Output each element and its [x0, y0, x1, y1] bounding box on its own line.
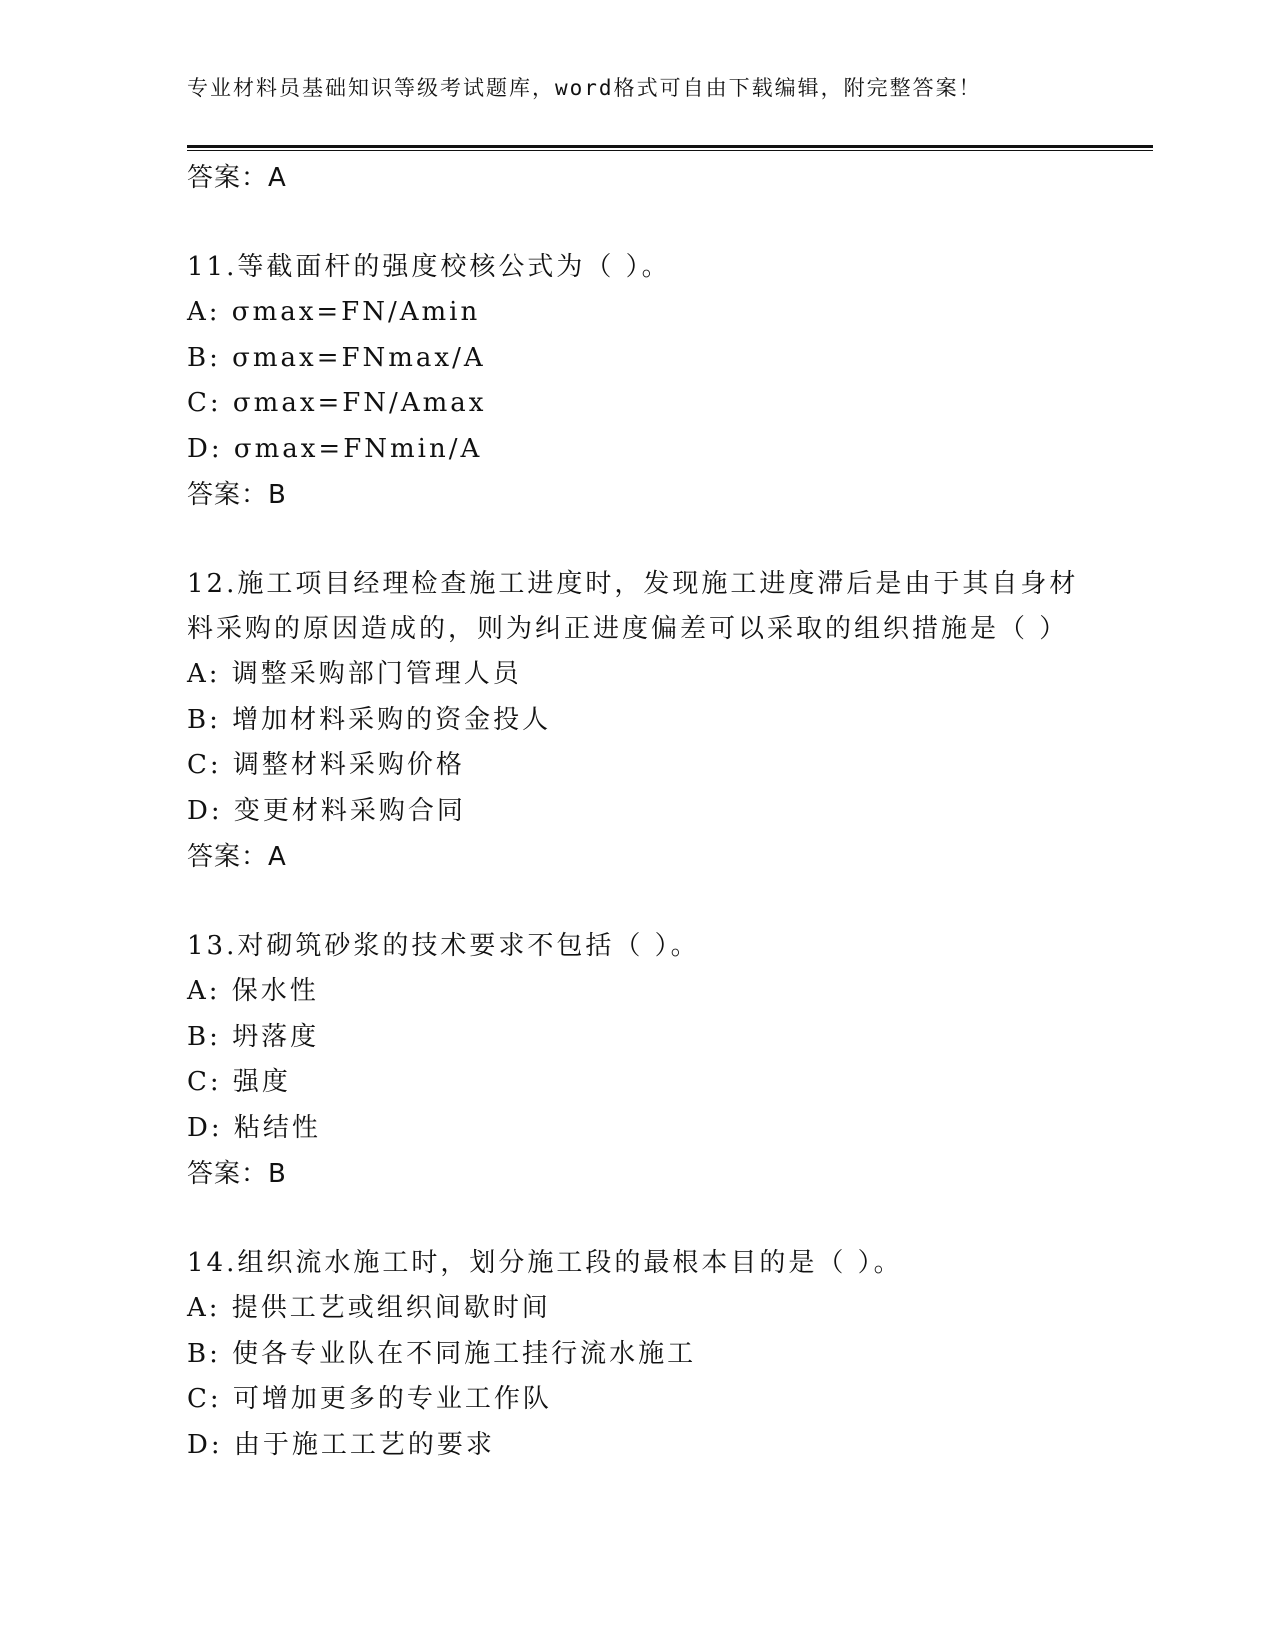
header-rule	[187, 145, 1153, 148]
option-a: A: 保水性	[187, 976, 319, 1006]
question-13	[187, 924, 1087, 1197]
answer-label: 答案：A	[187, 842, 287, 872]
option-d: D: 粘结性	[187, 1112, 321, 1143]
question-text: 11.等截面杆的强度校核公式为（ ）。	[187, 252, 671, 282]
question-text: 14.组织流水施工时，划分施工段的最根本目的是（ ）。	[187, 1248, 903, 1278]
question-11	[187, 245, 1087, 518]
option-a: A: 调整采购部门管理人员	[187, 659, 522, 689]
question-14	[187, 1241, 1087, 1468]
answer-label: 答案：A	[187, 163, 287, 193]
option-b: B: σmax=FNmax/A	[187, 342, 486, 373]
option-c: C: 可增加更多的专业工作队	[187, 1384, 552, 1414]
option-a: A: 提供工艺或组织间歇时间	[187, 1293, 551, 1323]
question-text-cont: 料采购的原因造成的，则为纠正进度偏差可以采取的组织措施是（ ）	[187, 614, 1069, 644]
answer-label: 答案：B	[187, 1159, 287, 1189]
option-b: B: 使各专业队在不同施工挂行流水施工	[187, 1338, 697, 1369]
option-b: B: 坍落度	[187, 1021, 320, 1052]
option-c: C: 调整材料采购价格	[187, 750, 465, 780]
option-c: C: σmax=FN/Amax	[187, 388, 487, 418]
option-d: D: σmax=FNmin/A	[187, 433, 483, 464]
option-d: D: 变更材料采购合同	[187, 795, 466, 826]
option-c: C: 强度	[187, 1067, 291, 1097]
option-d: D: 由于施工工艺的要求	[187, 1429, 495, 1460]
option-a: A: σmax=FN/Amin	[187, 297, 481, 327]
question-12	[187, 562, 1087, 880]
question-text: 13.对砌筑砂浆的技术要求不包括（ ）。	[187, 931, 700, 961]
page-header: 专业材料员基础知识等级考试题库，word格式可自由下载编辑，附完整答案！	[187, 76, 982, 100]
header-rule-thin	[187, 150, 1153, 151]
question-text: 12.施工项目经理检查施工进度时，发现施工进度滞后是由于其自身材	[187, 569, 1079, 599]
question-list	[187, 155, 1087, 1468]
option-b: B: 增加材料采购的资金投人	[187, 704, 552, 735]
answer-label: 答案：B	[187, 480, 287, 510]
